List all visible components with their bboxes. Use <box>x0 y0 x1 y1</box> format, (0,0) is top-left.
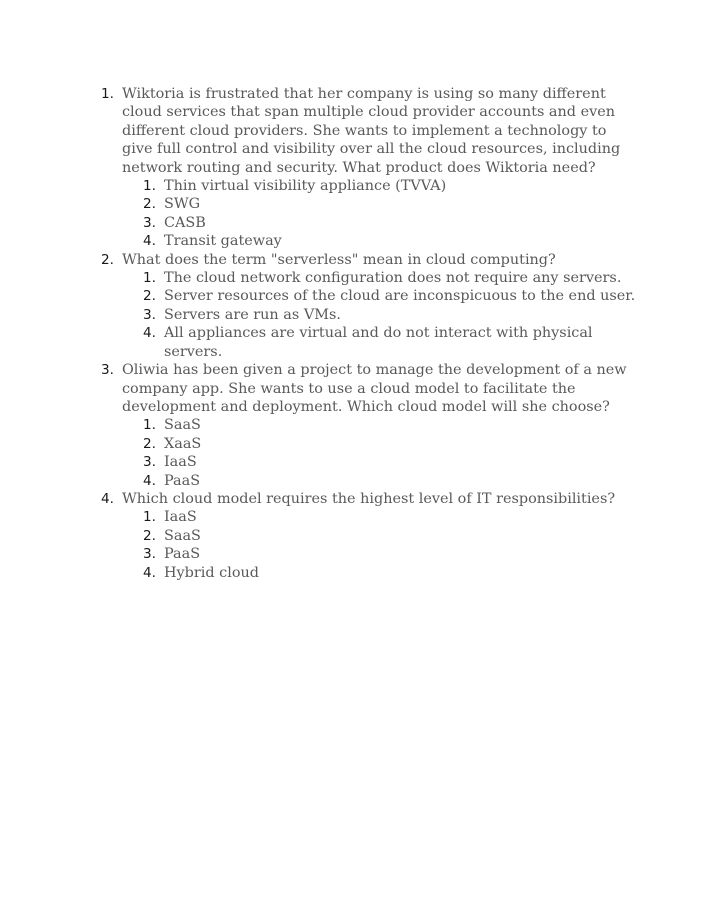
question-text: Which cloud model requires the highest level of IT responsibilities? <box>122 490 616 507</box>
answer-text: Thin virtual visibility appliance (TVVA) <box>164 178 447 195</box>
answer-number: 4. <box>143 325 156 342</box>
answer-text: Hybrid cloud <box>164 564 259 581</box>
answer-item <box>143 269 636 287</box>
answer-number: 1. <box>143 509 156 526</box>
answer-text: All appliances are virtual and do not interact with physical servers. <box>164 325 593 360</box>
answer-number: 3. <box>143 306 156 323</box>
answer-item <box>143 435 636 453</box>
answer-text: SaaS <box>164 527 201 544</box>
answer-text: Server resources of the cloud are inconspicuous to the end user. <box>164 288 636 305</box>
answer-item <box>143 453 636 471</box>
answer-text: PaaS <box>164 472 201 489</box>
answer-item <box>143 195 636 213</box>
answer-number: 1. <box>143 178 156 195</box>
answer-text: Servers are run as VMs. <box>164 306 341 323</box>
answer-number: 3. <box>143 546 156 563</box>
answer-item <box>143 508 636 526</box>
answer-item <box>143 214 636 232</box>
question-item <box>96 251 636 361</box>
answer-text: SaaS <box>164 417 201 434</box>
answer-number: 1. <box>143 417 156 434</box>
answer-number: 2. <box>143 527 156 544</box>
answer-number: 4. <box>143 564 156 581</box>
question-number: 4. <box>101 490 114 507</box>
question-text: Oliwia has been given a project to manage the development of a new company app. She wants to use a cloud model to facilitate the development and deployment. Which cloud model will she choose? <box>122 362 627 415</box>
question-list <box>96 85 636 582</box>
answer-item <box>143 545 636 563</box>
answer-number: 4. <box>143 233 156 250</box>
answer-list <box>122 416 636 490</box>
question-item <box>96 490 636 582</box>
question-number: 3. <box>101 362 114 379</box>
answer-item <box>143 177 636 195</box>
answer-number: 3. <box>143 454 156 471</box>
answer-number: 2. <box>143 288 156 305</box>
answer-text: IaaS <box>164 454 197 471</box>
answer-text: Transit gateway <box>164 233 282 250</box>
answer-list <box>122 508 636 582</box>
answer-item <box>143 306 636 324</box>
answer-text: XaaS <box>164 435 202 452</box>
answer-text: SWG <box>164 196 201 213</box>
answer-list <box>122 177 636 251</box>
question-item <box>96 85 636 251</box>
answer-number: 3. <box>143 214 156 231</box>
question-number: 1. <box>101 86 114 102</box>
question-number: 2. <box>101 251 114 268</box>
answer-item <box>143 324 636 361</box>
answer-number: 2. <box>143 196 156 213</box>
answer-number: 4. <box>143 472 156 489</box>
answer-item <box>143 527 636 545</box>
answer-text: CASB <box>164 214 206 231</box>
answer-item <box>143 287 636 305</box>
answer-list <box>122 269 636 361</box>
answer-item <box>143 564 636 582</box>
answer-item <box>143 416 636 434</box>
question-item <box>96 361 636 490</box>
answer-text: PaaS <box>164 546 201 563</box>
answer-number: 1. <box>143 270 156 287</box>
answer-text: The cloud network configuration does not require any servers. <box>164 270 622 287</box>
answer-number: 2. <box>143 435 156 452</box>
answer-item <box>143 472 636 490</box>
answer-item <box>143 232 636 250</box>
answer-text: IaaS <box>164 509 197 526</box>
question-text: Wiktoria is frustrated that her company is using so many different cloud services that span multiple cloud provider accounts and even different cloud providers. She wants to implement a technology to give full control and visibility over all the cloud resources, including network routing and security. What product does Wiktoria need? <box>122 86 621 176</box>
question-text: What does the term "serverless" mean in cloud computing? <box>122 251 556 268</box>
